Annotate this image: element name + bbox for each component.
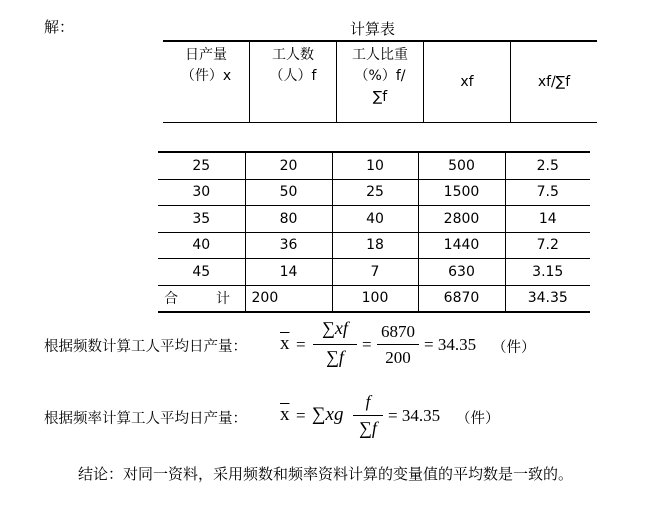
cell: 35	[158, 206, 245, 233]
cell: 18	[332, 232, 418, 259]
cell: 14	[245, 259, 332, 286]
header-text: 工人比重	[352, 47, 408, 63]
header-text: 工人数	[272, 47, 314, 63]
cell: 40	[158, 232, 245, 259]
cell: 80	[245, 206, 332, 233]
formula2-xbar: $\overline{x}$	[280, 404, 290, 425]
formula2-fraction-bar	[353, 415, 383, 416]
formula2-label: 根据频率计算工人平均日产量：	[44, 411, 247, 427]
table-row	[158, 179, 590, 206]
header-text: （人）f	[269, 68, 317, 84]
formula1-xbar: $\overline{x}$	[280, 333, 290, 354]
header-text: （件）x	[180, 68, 232, 84]
data-table	[158, 151, 590, 313]
cell: 14	[505, 206, 590, 233]
cell: 45	[158, 259, 245, 286]
total-label-left: 合	[164, 291, 178, 308]
cell: 50	[245, 179, 332, 206]
formula2-sum-x: ∑xg	[312, 404, 344, 425]
header-cell-workers	[250, 42, 336, 122]
cell: 7	[332, 259, 418, 286]
cell: 1440	[418, 232, 505, 259]
formula2-denominator: ∑f	[359, 418, 377, 438]
formula1-unit: （件）	[492, 340, 536, 356]
header-cell-xf-ratio: xf/∑f	[537, 74, 571, 90]
header-cell-output	[163, 42, 249, 122]
conclusion-text: 结论：对同一资料，采用频数和频率资料计算的变量值的平均数是一致的。	[78, 465, 574, 483]
total-label-right: 计	[216, 291, 230, 308]
cell: 7.5	[505, 179, 590, 206]
formula1-denominator: ∑f	[326, 347, 344, 367]
formula1-numerator: ∑xf	[322, 318, 348, 338]
header-text: （%）f/	[354, 68, 406, 84]
table-row	[158, 259, 590, 286]
header-text: 日产量	[185, 47, 227, 63]
cell: 30	[158, 179, 245, 206]
formula1-eq2: =	[362, 335, 372, 354]
cell: 1500	[418, 179, 505, 206]
formula2-unit: （件）	[456, 411, 500, 427]
total-label	[158, 285, 245, 312]
formula2-eq1: =	[296, 406, 306, 425]
cell: 6870	[418, 285, 505, 312]
cell: 7.2	[505, 232, 590, 259]
cell: 500	[418, 152, 505, 179]
header-cell-ratio	[337, 42, 423, 122]
formula1-den-value: 200	[385, 348, 411, 367]
cell: 100	[332, 285, 418, 312]
cell: 25	[332, 179, 418, 206]
formula2-result: = 34.35	[388, 406, 441, 425]
formula1-num-value: 6870	[381, 322, 415, 341]
cell: 630	[418, 259, 505, 286]
formula1-fraction-bar	[313, 344, 357, 345]
formula2-numerator: f	[365, 392, 371, 411]
cell: 36	[245, 232, 332, 259]
table-row	[158, 232, 590, 259]
solution-label: 解：	[44, 18, 75, 36]
cell: 3.15	[505, 259, 590, 286]
cell: 40	[332, 206, 418, 233]
cell: 25	[158, 152, 245, 179]
table-header	[163, 40, 597, 123]
header-text: ∑f	[372, 89, 388, 105]
header-cell-xf: xf	[460, 74, 474, 90]
formula1-eq1: =	[296, 335, 306, 354]
cell: 2800	[418, 206, 505, 233]
cell: 34.35	[505, 285, 590, 312]
table-title: 计算表	[350, 20, 396, 38]
total-row	[158, 285, 590, 312]
table-row	[158, 152, 590, 179]
table-row	[158, 206, 590, 233]
cell: 2.5	[505, 152, 590, 179]
cell: 20	[245, 152, 332, 179]
formula1-label: 根据频数计算工人平均日产量：	[44, 339, 247, 355]
cell: 200	[245, 285, 332, 312]
formula1-result: = 34.35	[424, 335, 477, 354]
cell: 10	[332, 152, 418, 179]
formula1-value-bar	[377, 344, 419, 345]
